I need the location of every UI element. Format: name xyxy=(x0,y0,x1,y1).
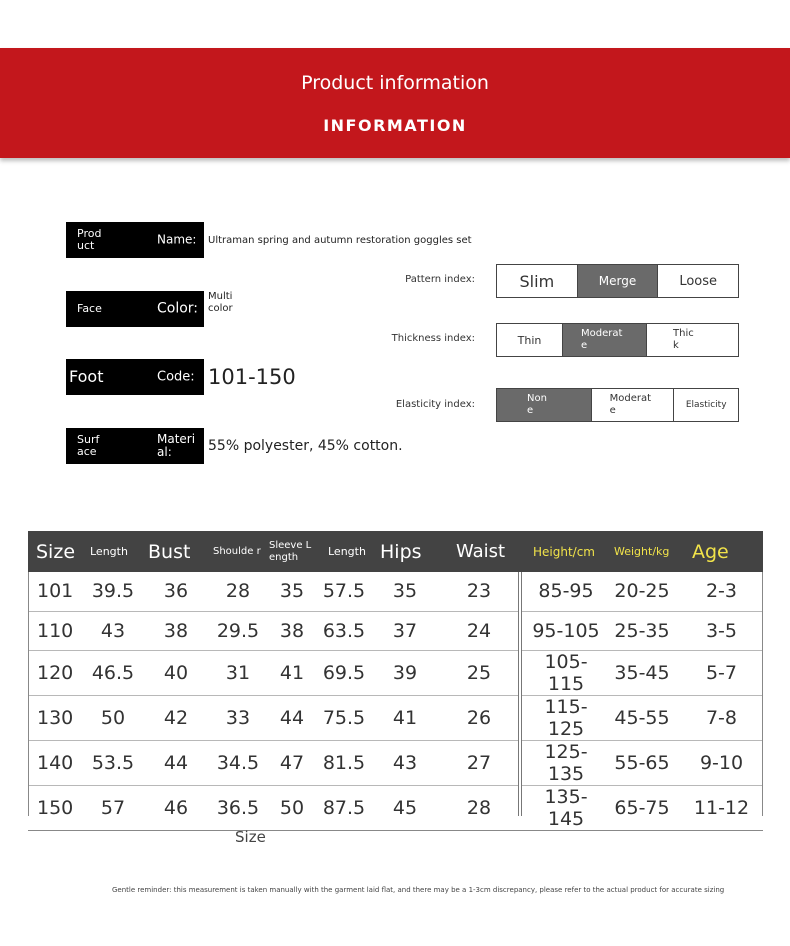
table-cell: 46 xyxy=(142,785,210,830)
header-height: Height/cm xyxy=(533,544,595,559)
info-label-name xyxy=(66,222,204,258)
table-cell: 37 xyxy=(370,611,440,650)
info-row-name xyxy=(66,222,472,258)
info-row-color xyxy=(66,291,242,327)
thickness-option-moderate xyxy=(563,324,647,356)
header-weight: Weight/kg xyxy=(614,545,670,558)
label-left: Foot xyxy=(69,367,104,386)
header-length-2: Length xyxy=(328,545,366,558)
elasticity-index-label: Elasticity index: xyxy=(395,399,475,410)
table-cell: 9-10 xyxy=(680,740,763,785)
label-right: Name: xyxy=(157,232,197,247)
pattern-option-slim: Slim xyxy=(497,265,578,297)
table-cell: 39.5 xyxy=(84,572,142,611)
info-label-material xyxy=(66,428,204,464)
table-row xyxy=(28,650,763,695)
table-cell: 25-35 xyxy=(604,611,680,650)
header-size: Size xyxy=(36,540,76,563)
pattern-option-loose: Loose xyxy=(679,273,718,289)
label-right: Code: xyxy=(157,369,195,385)
table-cell: 38 xyxy=(142,611,210,650)
table-cell: 20-25 xyxy=(604,572,680,611)
table-cell: 87.5 xyxy=(318,785,370,830)
label-left: Prod uct xyxy=(77,227,102,252)
label-left: Face xyxy=(77,302,102,315)
table-cell: 41 xyxy=(266,650,318,695)
gentle-reminder: Gentle reminder: this measurement is taken manually with the garment laid flat, and there may be a 1-3cm discrepancy, please refer to the actual product for accurate sizing xyxy=(112,886,725,894)
table-cell: 27 xyxy=(440,740,518,785)
table-cell: 110 xyxy=(28,611,84,650)
table-cell: 57.5 xyxy=(318,572,370,611)
table-cell: 81.5 xyxy=(318,740,370,785)
table-cell: 150 xyxy=(28,785,84,830)
table-cell: 11-12 xyxy=(680,785,763,830)
table-cell: 33 xyxy=(210,695,266,740)
header-length: Length xyxy=(90,545,128,558)
table-cell: 45 xyxy=(370,785,440,830)
elasticity-option-moderate-label: Moderat e xyxy=(609,393,652,416)
table-cell: 50 xyxy=(266,785,318,830)
table-cell: 75.5 xyxy=(318,695,370,740)
table-cell: 35 xyxy=(370,572,440,611)
header-bust: Bust xyxy=(148,540,191,563)
table-cell: 135-145 xyxy=(518,785,604,830)
table-cell: 140 xyxy=(28,740,84,785)
table-cell: 63.5 xyxy=(318,611,370,650)
table-cell: 40 xyxy=(142,650,210,695)
table-cell: 28 xyxy=(210,572,266,611)
code-value: 101-150 xyxy=(208,365,296,389)
table-row xyxy=(28,572,763,611)
table-cell: 44 xyxy=(142,740,210,785)
table-cell: 95-105 xyxy=(518,611,604,650)
table-cell: 53.5 xyxy=(84,740,142,785)
table-cell: 36.5 xyxy=(210,785,266,830)
page-title: Product information xyxy=(301,72,489,94)
color-value: Multi color xyxy=(208,291,233,314)
table-cell: 46.5 xyxy=(84,650,142,695)
table-cell: 50 xyxy=(84,695,142,740)
table-cell: 25 xyxy=(440,650,518,695)
header-age: Age xyxy=(692,540,729,563)
thickness-index-scale xyxy=(496,323,739,357)
table-cell: 29.5 xyxy=(210,611,266,650)
table-cell: 43 xyxy=(370,740,440,785)
thickness-option-thin: Thin xyxy=(497,324,563,356)
size-table-header xyxy=(28,531,763,572)
table-cell: 85-95 xyxy=(518,572,604,611)
table-cell: 36 xyxy=(142,572,210,611)
table-cell: 35-45 xyxy=(604,650,680,695)
header-shoulder: Shoulde r xyxy=(213,546,261,557)
label-right: Color: xyxy=(157,300,199,317)
elasticity-option-none xyxy=(497,389,592,421)
table-cell: 65-75 xyxy=(604,785,680,830)
table-cell: 115-125 xyxy=(518,695,604,740)
table-cell: 57 xyxy=(84,785,142,830)
size-table-container xyxy=(28,531,763,830)
table-cell: 35 xyxy=(266,572,318,611)
table-row xyxy=(28,611,763,650)
table-cell: 101 xyxy=(28,572,84,611)
product-name-value: Ultraman spring and autumn restoration goggles set xyxy=(208,234,472,246)
table-cell: 3-5 xyxy=(680,611,763,650)
material-value: 55% polyester, 45% cotton. xyxy=(208,438,403,454)
info-label-code xyxy=(66,359,204,395)
label-left: Surf ace xyxy=(77,433,100,458)
table-cell: 105-115 xyxy=(518,650,604,695)
thickness-option-moderate-label: Moderat e xyxy=(581,328,623,351)
thickness-option-thick xyxy=(647,324,738,356)
table-cell: 26 xyxy=(440,695,518,740)
pattern-option-merge: Merge xyxy=(578,265,659,297)
elasticity-index-scale xyxy=(496,388,739,422)
header-waist: Waist xyxy=(456,541,506,562)
thickness-option-thick-label: Thic k xyxy=(673,328,694,351)
table-cell: 45-55 xyxy=(604,695,680,740)
table-cell: 5-7 xyxy=(680,650,763,695)
table-row xyxy=(28,740,763,785)
table-cell: 41 xyxy=(370,695,440,740)
table-cell: 24 xyxy=(440,611,518,650)
table-row xyxy=(28,785,763,830)
table-cell: 7-8 xyxy=(680,695,763,740)
table-cell: 23 xyxy=(440,572,518,611)
table-cell: 47 xyxy=(266,740,318,785)
table-cell: 43 xyxy=(84,611,142,650)
table-cell: 44 xyxy=(266,695,318,740)
table-cell: 69.5 xyxy=(318,650,370,695)
size-caption: Size xyxy=(235,828,266,846)
info-row-code xyxy=(66,359,296,395)
pattern-index-label: Pattern index: xyxy=(405,274,475,285)
table-cell: 125-135 xyxy=(518,740,604,785)
header-sleeve-length: Sleeve L ength xyxy=(269,539,312,563)
pattern-index-scale xyxy=(496,264,739,298)
size-table xyxy=(28,531,763,831)
table-cell: 31 xyxy=(210,650,266,695)
info-label-color xyxy=(66,291,204,327)
table-cell: 34.5 xyxy=(210,740,266,785)
table-cell: 28 xyxy=(440,785,518,830)
table-cell: 42 xyxy=(142,695,210,740)
table-cell: 39 xyxy=(370,650,440,695)
table-row xyxy=(28,695,763,740)
header-banner xyxy=(0,48,790,158)
elasticity-option-moderate xyxy=(592,389,675,421)
table-cell: 130 xyxy=(28,695,84,740)
table-cell: 2-3 xyxy=(680,572,763,611)
elasticity-option-none-label: Non e xyxy=(527,393,547,416)
header-hips: Hips xyxy=(380,540,422,563)
table-cell: 120 xyxy=(28,650,84,695)
page-subtitle: INFORMATION xyxy=(323,116,467,135)
thickness-index-label: Thickness index: xyxy=(391,333,475,344)
elasticity-option-elasticity: Elasticity xyxy=(685,400,727,410)
label-right: Materi al: xyxy=(157,432,196,459)
table-cell: 38 xyxy=(266,611,318,650)
table-cell: 55-65 xyxy=(604,740,680,785)
info-row-material xyxy=(66,428,403,464)
